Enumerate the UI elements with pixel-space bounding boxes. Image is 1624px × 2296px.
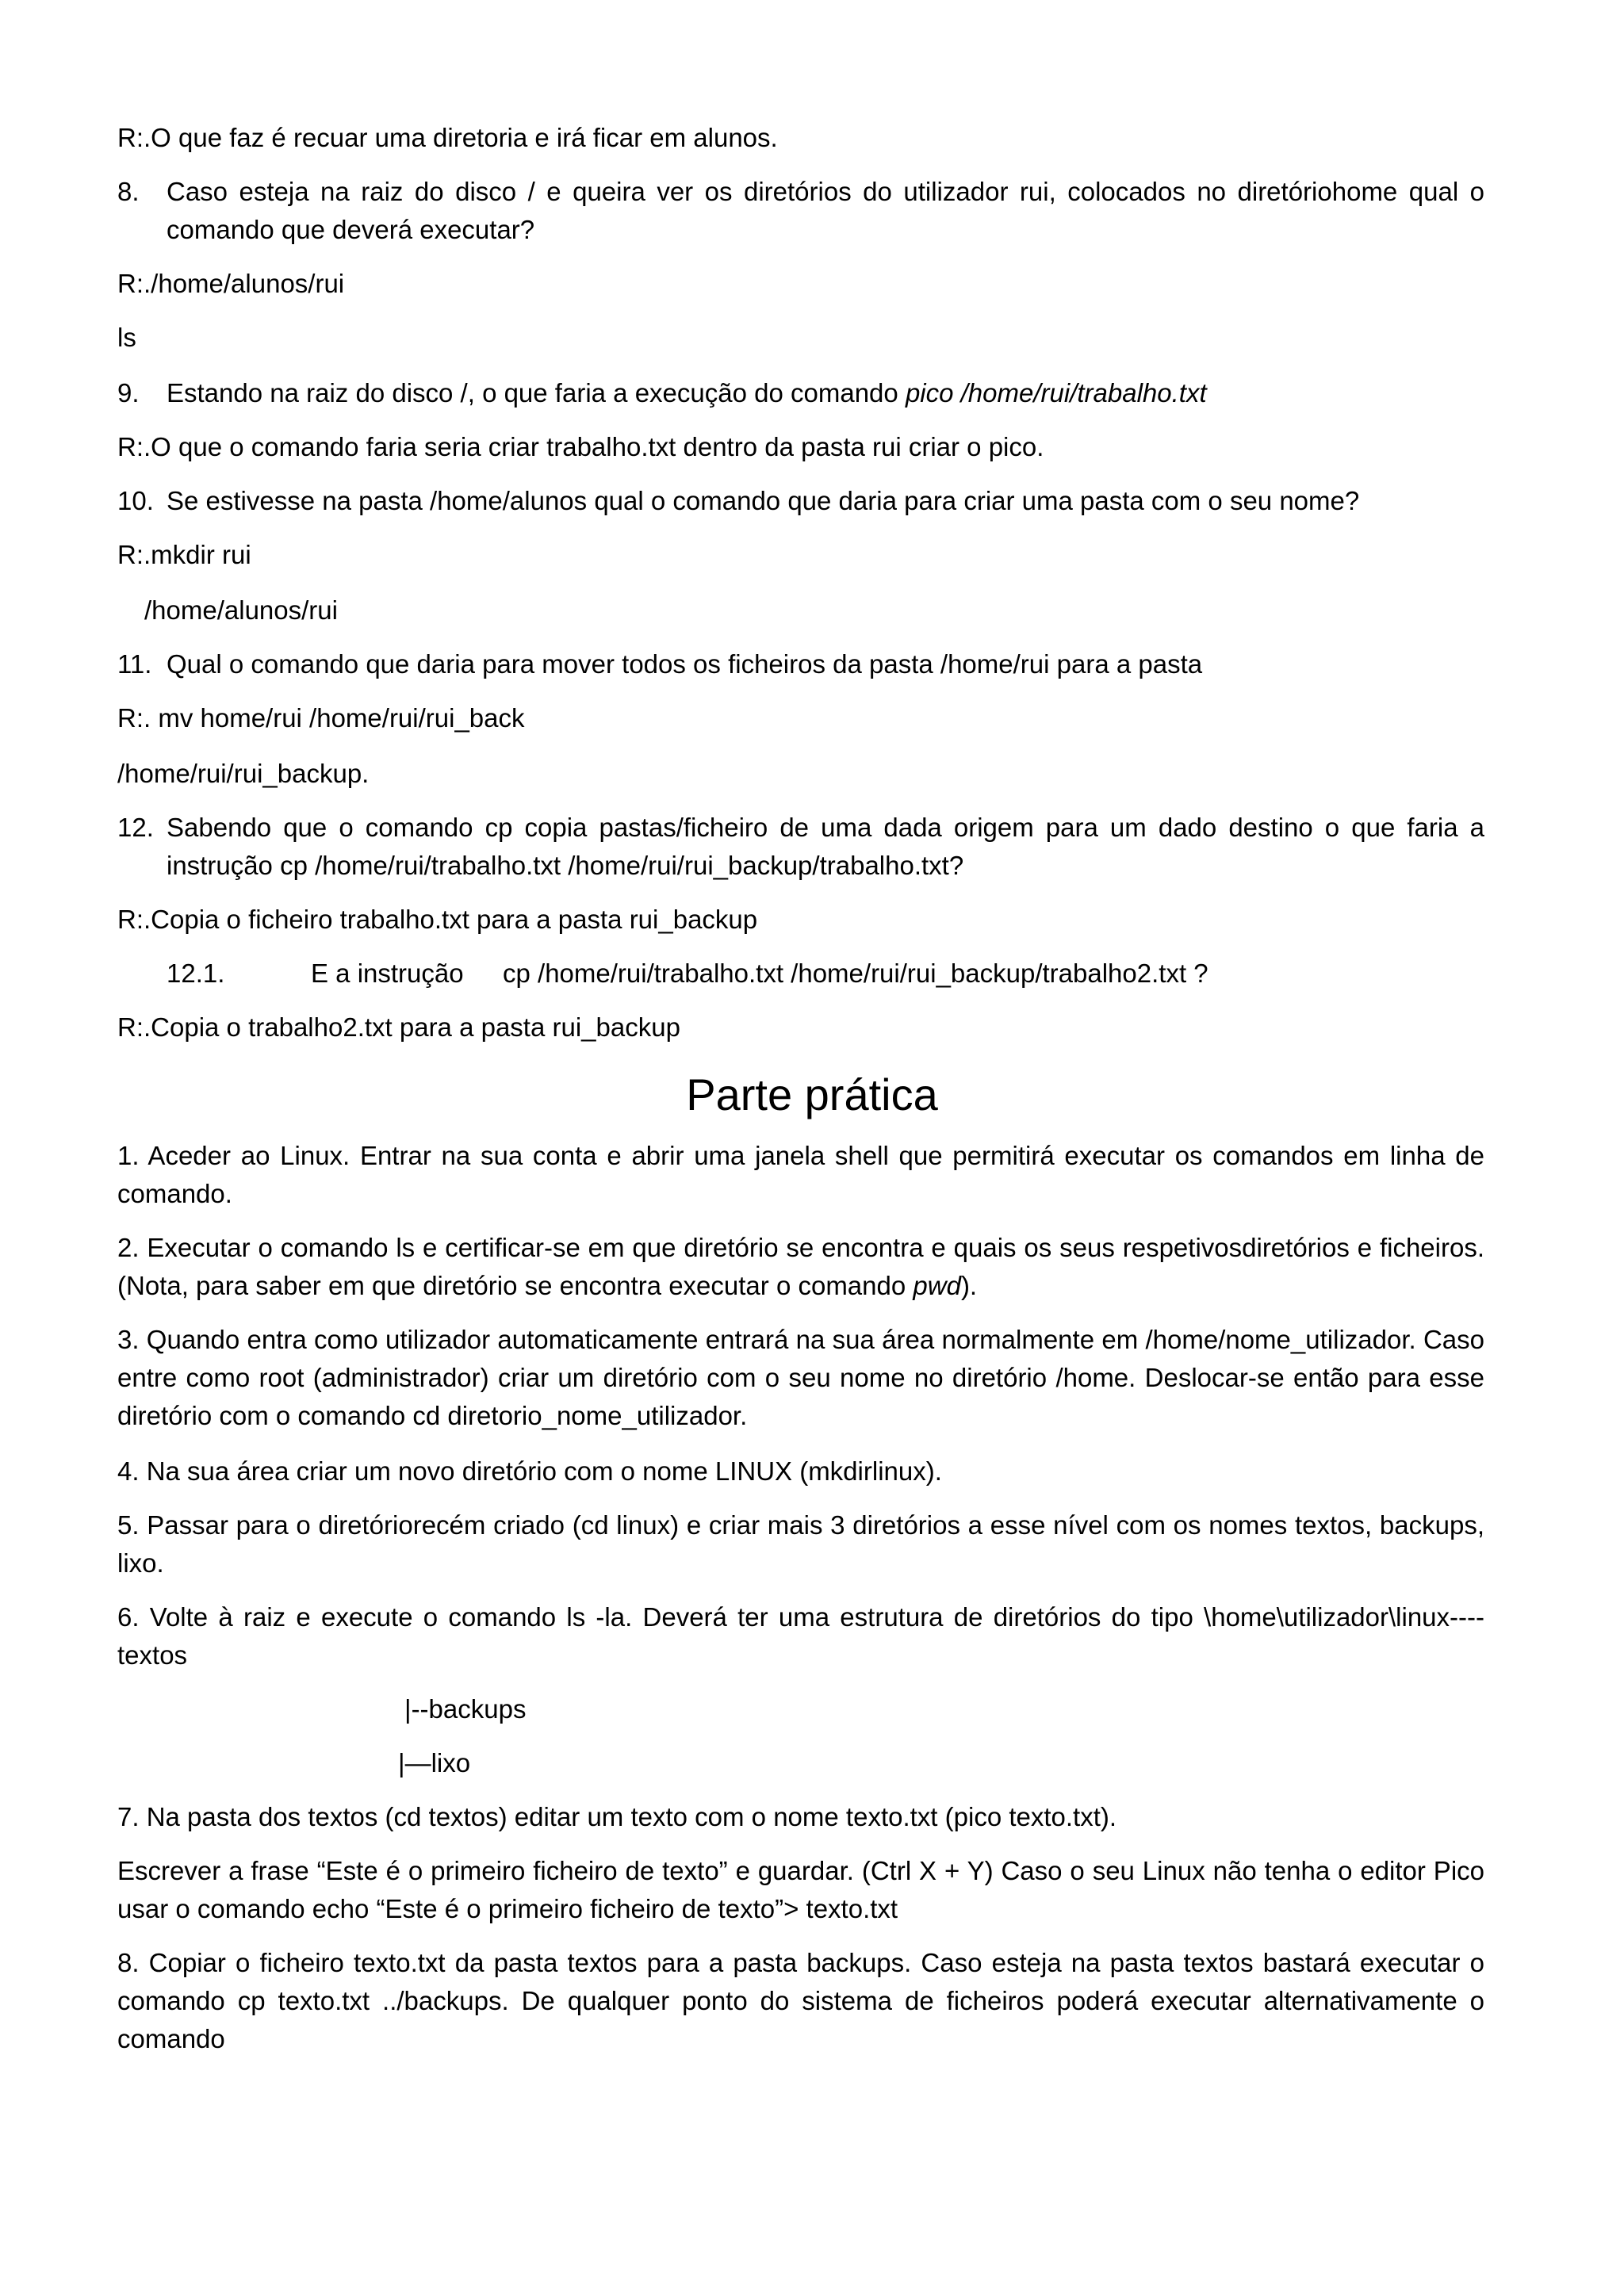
question-11-text: Qual o comando que daria para mover todos os ficheiros da pasta /home/rui para a pasta (167, 649, 1203, 679)
answer-7: R:.O que faz é recuar uma diretoria e irá ficar em alunos. (117, 123, 778, 152)
practice-item-2-text: 2. Executar o comando ls e certificar-se em que diretório se encontra e quais os seus respetivosdiretórios e ficheiros. (Nota, para saber em que diretório se encontra executar o comando (117, 1233, 1484, 1300)
practice-item-2 (117, 1229, 1484, 1305)
practice-item-4: 4. Na sua área criar um novo diretório com o nome LINUX (mkdirlinux). (117, 1456, 942, 1486)
answer-11-line-2: /home/rui/rui_backup. (117, 759, 370, 788)
question-9-prefix: Estando na raiz do disco /, o que faria a execução do comando (167, 378, 906, 408)
practice-item-2-command: pwd (913, 1271, 961, 1300)
practice-item-3: 3. Quando entra como utilizador automaticamente entrará na sua área normalmente em /home/nome_utilizador. Caso entre como root (administrador) criar um diretório com o seu nome no diretório /home. Deslocar-se então para esse diretório com o comando cd diretorio_nome_utilizador. (117, 1325, 1484, 1430)
question-9-number: 9. (117, 378, 140, 408)
answer-9: R:.O que o comando faria seria criar trabalho.txt dentro da pasta rui criar o pico. (117, 432, 1044, 461)
answer-10-line-1: R:.mkdir rui (117, 540, 251, 569)
question-11-number: 11. (117, 649, 152, 679)
directory-tree-lixo: |—lixo (398, 1748, 471, 1777)
question-8-text: Caso esteja na raiz do disco / e queira ver os diretórios do utilizador rui, colocados no diretóriohome qual o comando que deverá executar? (167, 177, 1484, 244)
answer-11-line-1: R:. mv home/rui /home/rui/rui_back (117, 703, 525, 733)
practice-item-8: 8. Copiar o ficheiro texto.txt da pasta textos para a pasta backups. Caso esteja na pasta textos bastará executar o comando cp texto.txt ../backups. De qualquer ponto do sistema de ficheiros poderá executar alternativamente o comando (117, 1948, 1484, 2053)
answer-12-1: R:.Copia o trabalho2.txt para a pasta rui_backup (117, 1012, 680, 1042)
question-12-text: Sabendo que o comando cp copia pastas/ficheiro de uma dada origem para um dado destino o que faria a instrução cp /home/rui/trabalho.txt /home/rui/rui_backup/trabalho.txt? (167, 813, 1484, 880)
practice-item-6: 6. Volte à raiz e execute o comando ls -la. Deverá ter uma estrutura de diretórios do tipo \home\utilizador\linux----textos (117, 1602, 1484, 1670)
answer-8-line-1: R:./home/alunos/rui (117, 269, 345, 298)
question-12-number: 12. (117, 813, 154, 842)
question-10-number: 10. (117, 486, 154, 515)
section-heading: Parte prática (686, 1070, 938, 1119)
answer-12: R:.Copia o ficheiro trabalho.txt para a pasta rui_backup (117, 905, 758, 934)
question-12-1-text: E a instrução (311, 959, 464, 988)
question-8-number: 8. (117, 177, 140, 206)
practice-item-7-details: Escrever a frase “Este é o primeiro ficheiro de texto” e guardar. (Ctrl X + Y) Caso o seu Linux não tenha o editor Pico usar o comando echo “Este é o primeiro ficheiro de texto”> texto.txt (117, 1856, 1484, 1923)
question-12-1-number: 12.1. (167, 959, 225, 988)
practice-item-5: 5. Passar para o diretóriorecém criado (cd linux) e criar mais 3 diretórios a esse nível com os nomes textos, backups, lixo. (117, 1510, 1484, 1578)
practice-item-7: 7. Na pasta dos textos (cd textos) editar um texto com o nome texto.txt (pico texto.txt). (117, 1802, 1117, 1831)
answer-10-line-2: /home/alunos/rui (144, 595, 338, 625)
answer-8-line-2: ls (117, 323, 136, 352)
question-10-text: Se estivesse na pasta /home/alunos qual o comando que daria para criar uma pasta com o seu nome? (167, 486, 1360, 515)
directory-tree-backups: |--backups (404, 1694, 527, 1724)
question-12-1-command: cp /home/rui/trabalho.txt /home/rui/rui_backup/trabalho2.txt ? (503, 959, 1208, 988)
practice-item-2-end: ). (960, 1271, 978, 1300)
question-9-command: pico /home/rui/trabalho.txt (905, 378, 1207, 408)
question-9-text (167, 374, 1484, 412)
practice-item-1: 1. Aceder ao Linux. Entrar na sua conta e abrir uma janela shell que permitirá executar os comandos em linha de comando. (117, 1141, 1484, 1208)
